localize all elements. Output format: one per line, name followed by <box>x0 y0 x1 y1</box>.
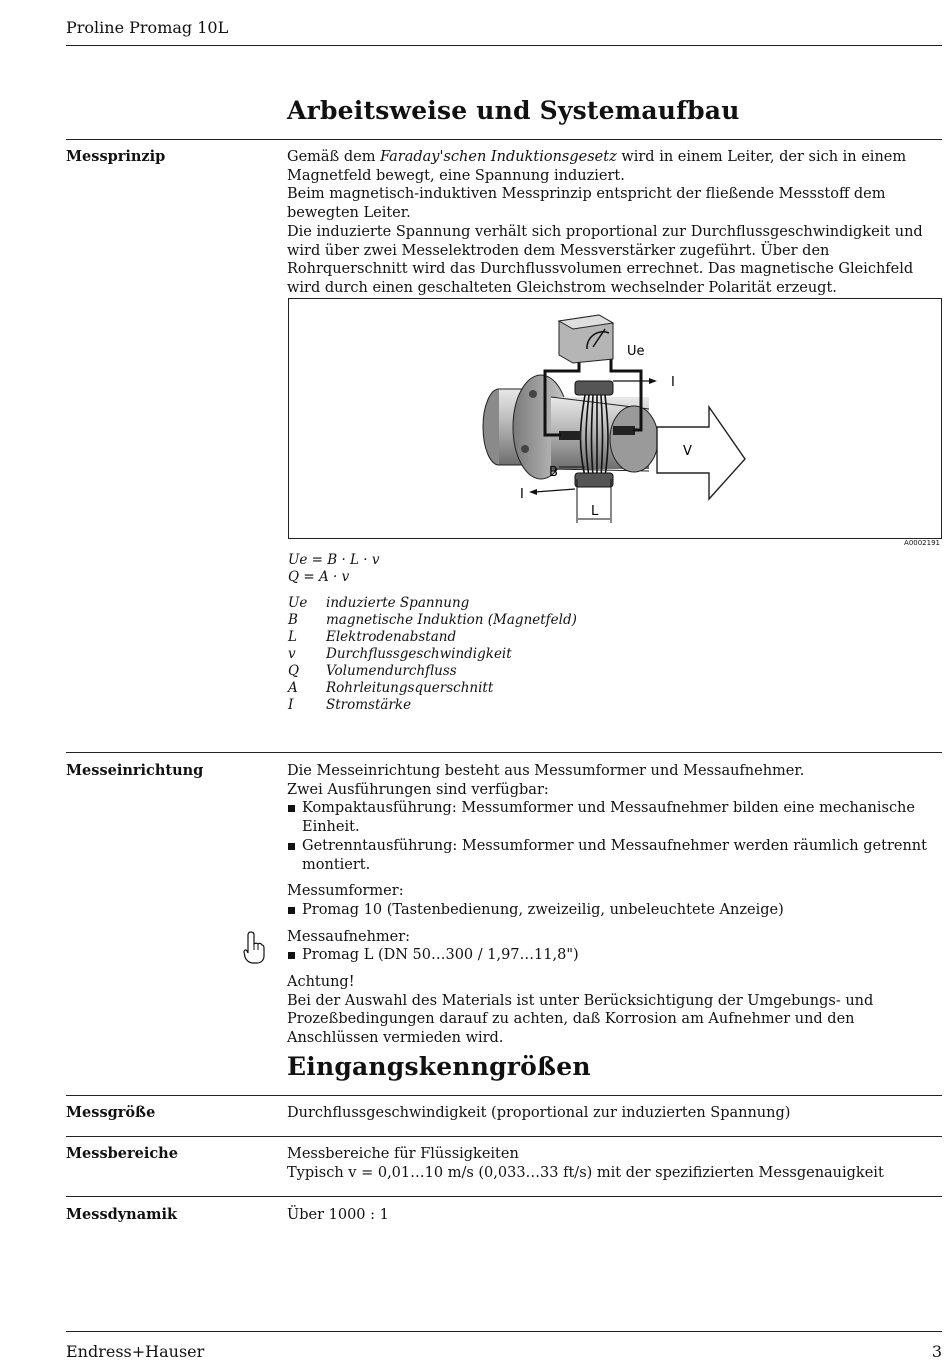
legend-row <box>288 697 577 714</box>
legend-symbol: B <box>288 612 298 628</box>
electrode-left <box>559 431 581 440</box>
label-i-bottom: I <box>520 487 524 502</box>
legend-row <box>288 680 577 697</box>
label-ue: Ue <box>627 344 645 359</box>
equation-1: Ue = B · L · v <box>288 552 380 568</box>
warning-title: Achtung! <box>287 974 355 991</box>
p1-pre: Gemäß dem <box>287 149 381 165</box>
bullet-item <box>287 946 943 965</box>
section-title-eingangskenngroessen: Eingangskenngrößen <box>287 1052 591 1081</box>
messeinrichtung-intro1: Die Messeinrichtung besteht aus Messumformer und Messaufnehmer. <box>287 763 805 779</box>
figure-id: A0002191 <box>904 539 940 547</box>
messprinzip-text <box>287 148 943 298</box>
p1-post: wird in einem Leiter, der sich in einem Magnetfeld bewegt, eine Spannung induziert. <box>287 149 907 184</box>
legend-description: induzierte Spannung <box>326 595 470 611</box>
messprinzip-p2: Beim magnetisch-induktiven Messprinzip entspricht der fließende Messstoff dem bewegten Leiter. <box>287 186 886 222</box>
messprinzip-p1 <box>287 148 943 185</box>
bullet-square-icon <box>288 907 295 914</box>
coil-bottom <box>575 473 613 487</box>
messdynamik-text: Über 1000 : 1 <box>287 1207 389 1223</box>
row-rule <box>66 1196 942 1197</box>
legend-symbol: I <box>288 697 294 713</box>
p1-emphasis: Faraday'schen Induktionsgesetz <box>380 149 617 165</box>
bullet-item <box>287 837 943 874</box>
legend-description: Durchflussgeschwindigkeit <box>326 646 512 662</box>
footer-rule <box>66 1331 942 1332</box>
row-rule <box>66 1136 942 1137</box>
legend-description: Stromstärke <box>326 697 412 713</box>
messprinzip-p3: Die induzierte Spannung verhält sich proportional zur Durchflussgeschwindigkeit und wird über zwei Messelektroden dem Messverstärker zugeführt. Über den Rohrquerschnitt wird das Durchflussvolumen errechnet. Das magnetische Gleichfeld wird durch einen geschalteten Gleichstrom wechselnder Polarität erzeugt. <box>287 223 923 296</box>
current-arrow-bottom <box>535 489 575 492</box>
aufnehmer-label: Messaufnehmer: <box>287 928 411 945</box>
messeinrichtung-intro2: Zwei Ausführungen sind verfügbar: <box>287 781 549 798</box>
warning-text: Bei der Auswahl des Materials ist unter Berücksichtigung der Umgebungs- und Prozeßbedingungen darauf zu achten, daß Korrosion am Aufnehmer und den Anschlüssen vermieden wird. <box>287 992 874 1047</box>
legend-symbol: Ue <box>288 595 308 611</box>
pointing-hand-icon <box>242 930 266 966</box>
label-messeinrichtung: Messeinrichtung <box>66 762 204 779</box>
label-messprinzip: Messprinzip <box>66 148 166 165</box>
messgroesse-text: Durchflussgeschwindigkeit (proportional zur induzierten Spannung) <box>287 1105 791 1121</box>
section-rule <box>66 1095 942 1096</box>
principle-figure <box>288 298 942 539</box>
section-title-arbeitsweise: Arbeitsweise und Systemaufbau <box>287 96 740 125</box>
legend-description: magnetische Induktion (Magnetfeld) <box>326 612 577 628</box>
messbereiche-line2: Typisch v = 0,01…10 m/s (0,033…33 ft/s) mit der spezifizierten Messgenauigkeit <box>287 1164 884 1181</box>
coil-top <box>575 381 613 395</box>
bullet-text: Promag L (DN 50…300 / 1,97…11,8") <box>302 947 579 964</box>
voltmeter <box>559 315 613 363</box>
flow-arrow <box>657 407 745 499</box>
bullet-item <box>287 901 943 920</box>
legend-row <box>288 646 577 663</box>
legend-row <box>288 629 577 646</box>
label-l: L <box>591 504 599 519</box>
messbereiche-line1: Messbereiche für Flüssigkeiten <box>287 1146 519 1162</box>
label-messdynamik: Messdynamik <box>66 1206 178 1223</box>
label-messbereiche: Messbereiche <box>66 1145 178 1162</box>
row-rule <box>66 752 942 753</box>
header-rule <box>66 45 942 46</box>
legend-symbol: Q <box>288 663 300 679</box>
legend-symbol: v <box>288 646 296 662</box>
bullet-square-icon <box>288 805 295 812</box>
footer-company: Endress+Hauser <box>66 1342 205 1361</box>
label-i-top: I <box>671 375 675 390</box>
legend-row <box>288 663 577 680</box>
symbol-legend <box>288 595 577 714</box>
legend-row <box>288 595 577 612</box>
bullet-square-icon <box>288 952 295 959</box>
page-number: 3 <box>931 1342 942 1361</box>
legend-description: Elektrodenabstand <box>326 629 457 645</box>
messbereiche-text <box>287 1145 943 1182</box>
bullet-text: Kompaktausführung: Messumformer und Messaufnehmer bilden eine mechanische Einheit. <box>302 800 915 836</box>
legend-description: Volumendurchfluss <box>326 663 457 679</box>
legend-description: Rohrleitungsquerschnitt <box>326 680 494 696</box>
bullet-item <box>287 799 943 836</box>
section-rule <box>66 139 942 140</box>
legend-symbol: L <box>288 629 297 645</box>
equation-2: Q = A · v <box>288 569 350 585</box>
bullet-text: Promag 10 (Tastenbedienung, zweizeilig, unbeleuchtete Anzeige) <box>302 901 784 918</box>
legend-row <box>288 612 577 629</box>
bullet-square-icon <box>288 843 295 850</box>
umformer-label: Messumformer: <box>287 883 404 900</box>
legend-symbol: A <box>288 680 298 696</box>
label-v: V <box>683 444 692 459</box>
label-b: B <box>549 465 558 480</box>
bullet-text: Getrenntausführung: Messumformer und Messaufnehmer werden räumlich getrennt montiert. <box>302 837 927 873</box>
document-header: Proline Promag 10L <box>66 18 229 37</box>
label-messgroesse: Messgröße <box>66 1104 156 1121</box>
messeinrichtung-text <box>287 762 943 1048</box>
flowmeter-diagram <box>289 299 941 538</box>
electrode-right <box>613 426 635 435</box>
